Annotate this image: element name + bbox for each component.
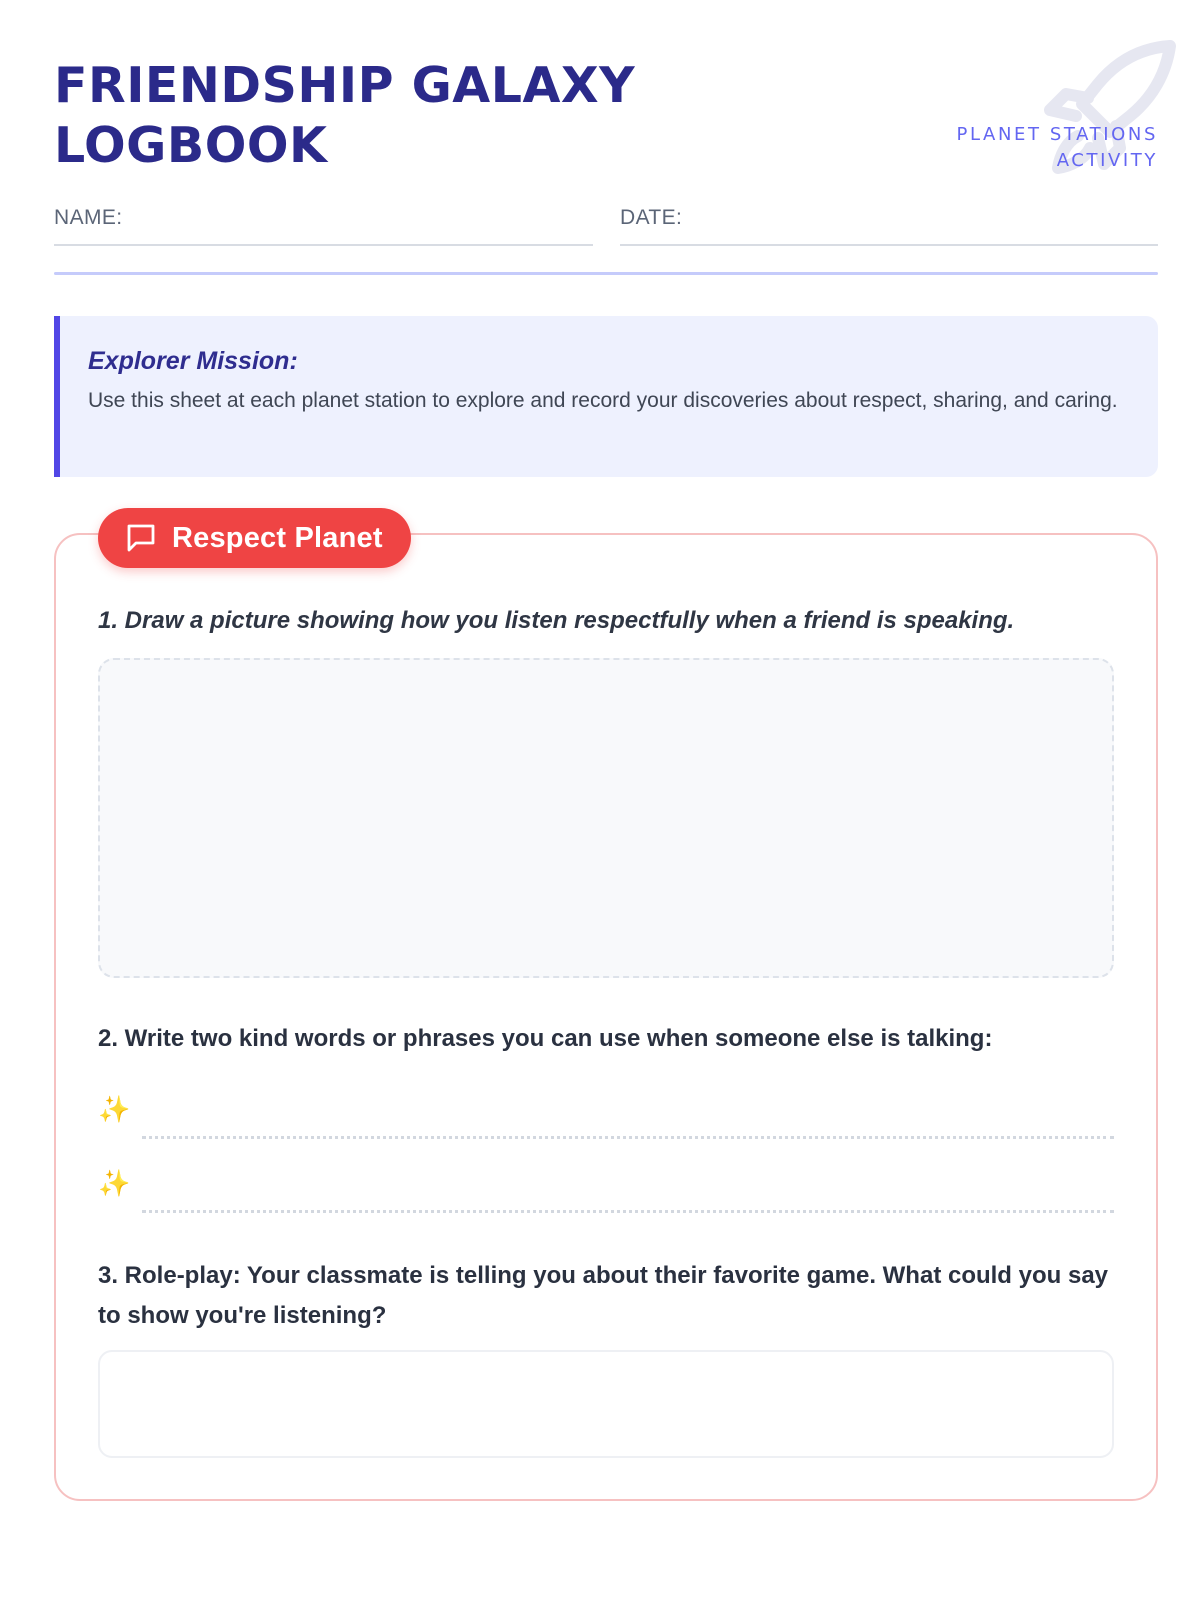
header bbox=[54, 56, 1158, 176]
student-info-fields bbox=[54, 200, 1158, 246]
question-2: 2. Write two kind words or phrases you can use when someone else is talking: bbox=[98, 1025, 993, 1052]
mission-callout bbox=[54, 316, 1158, 477]
title-line-2: LOGBOOK bbox=[54, 117, 328, 174]
mission-text: Use this sheet at each planet station to explore and record your discoveries about respect, sharing, and caring. bbox=[88, 389, 1118, 412]
activity-line-2: ACTIVITY bbox=[1056, 150, 1158, 171]
question-1: 1. Draw a picture showing how you listen respectfully when a friend is speaking. bbox=[98, 607, 1015, 634]
question-3: 3. Role-play: Your classmate is telling you about their favorite game. What could you say to show you're listening? bbox=[98, 1262, 1109, 1329]
planet-label: Respect Planet bbox=[172, 521, 383, 554]
name-label: NAME: bbox=[54, 206, 123, 229]
drawing-area[interactable] bbox=[98, 658, 1114, 978]
activity-label bbox=[898, 122, 1158, 174]
activity-line-1: PLANET STATIONS bbox=[956, 124, 1158, 145]
date-label: DATE: bbox=[620, 206, 683, 229]
dotted-line bbox=[142, 1136, 1114, 1139]
speech-bubble-icon bbox=[124, 521, 158, 555]
worksheet-page bbox=[54, 0, 1158, 1600]
page-title bbox=[54, 56, 694, 176]
header-divider bbox=[54, 272, 1158, 275]
answer-line-1[interactable] bbox=[98, 1092, 1114, 1138]
answer-line-2[interactable] bbox=[98, 1166, 1114, 1212]
sparkle-icon: ✨ bbox=[98, 1094, 131, 1124]
role-play-answer-box[interactable] bbox=[98, 1350, 1114, 1458]
date-field[interactable] bbox=[620, 200, 1158, 246]
dotted-line bbox=[142, 1210, 1114, 1213]
title-line-1: FRIENDSHIP GALAXY bbox=[54, 57, 636, 114]
sparkle-icon: ✨ bbox=[98, 1168, 131, 1198]
name-field[interactable] bbox=[54, 200, 593, 246]
planet-badge bbox=[98, 508, 411, 568]
mission-title: Explorer Mission: bbox=[88, 347, 298, 375]
